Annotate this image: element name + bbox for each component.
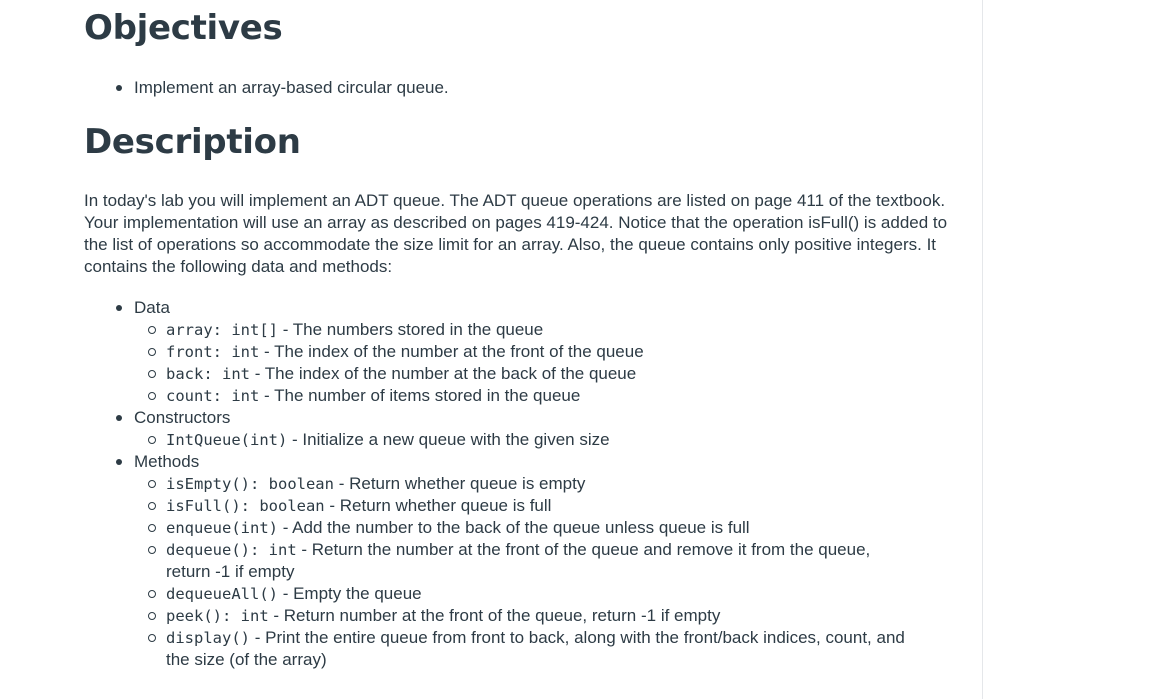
- methods-section: [116, 451, 916, 671]
- data-section: [116, 297, 916, 407]
- section-label: Data: [116, 297, 916, 319]
- data-items: [116, 319, 916, 407]
- code-span: count: int: [166, 387, 260, 405]
- code-span: isFull(): boolean: [166, 497, 325, 515]
- item-description: - Print the entire queue from front to back, along with the front/back indices, count, and the size (of the array): [166, 628, 905, 669]
- code-span: enqueue(int): [166, 519, 278, 537]
- objectives-list: [116, 77, 449, 99]
- constructor-items: [116, 429, 916, 451]
- code-span: back: int: [166, 365, 250, 383]
- list-item: [148, 627, 906, 671]
- item-description: - The index of the number at the front of the queue: [259, 342, 644, 361]
- list-item: [148, 495, 916, 517]
- item-description: - Initialize a new queue with the given size: [287, 430, 610, 449]
- list-item: [148, 385, 916, 407]
- list-item: [148, 605, 916, 627]
- item-description: - The index of the number at the back of the queue: [250, 364, 637, 383]
- item-description: - The numbers stored in the queue: [277, 320, 544, 339]
- section-label: Methods: [116, 451, 916, 473]
- code-span: peek(): int: [166, 607, 269, 625]
- list-item: [148, 539, 906, 583]
- objective-item: Implement an array-based circular queue.: [116, 77, 449, 99]
- objectives-heading: Objectives: [84, 8, 283, 48]
- method-items: [116, 473, 916, 671]
- list-item: [148, 429, 916, 451]
- list-item: [148, 583, 916, 605]
- item-description: - Return whether queue is full: [324, 496, 552, 515]
- item-description: - Return whether queue is empty: [333, 474, 586, 493]
- code-span: IntQueue(int): [166, 431, 288, 449]
- code-span: isEmpty(): boolean: [166, 475, 334, 493]
- code-span: display(): [166, 629, 250, 647]
- list-item: [148, 319, 916, 341]
- item-description: - Return the number at the front of the queue and remove it from the queue, return -1 if empty: [166, 540, 871, 581]
- code-span: front: int: [166, 343, 260, 361]
- list-item: [148, 363, 916, 385]
- sidebar-divider: [982, 0, 983, 699]
- list-item: [148, 517, 916, 539]
- item-description: - Empty the queue: [277, 584, 422, 603]
- description-paragraph: In today's lab you will implement an ADT queue. The ADT queue operations are listed on page 411 of the textbook. Your implementation will use an array as described on pages 419-424. Notice that the operation isFull() is added to the list of operations so accommodate the size limit for an array. Also, the queue contains only positive integers. It contains the following data and methods:: [84, 191, 948, 276]
- class-spec-list: [116, 297, 916, 671]
- section-label: Constructors: [116, 407, 916, 429]
- code-span: dequeueAll(): [166, 585, 278, 603]
- description-heading: Description: [84, 122, 301, 162]
- item-description: - The number of items stored in the queue: [259, 386, 581, 405]
- list-item: [148, 473, 916, 495]
- constructors-section: [116, 407, 916, 451]
- code-span: array: int[]: [166, 321, 278, 339]
- item-description: - Return number at the front of the queue, return -1 if empty: [268, 606, 721, 625]
- item-description: - Add the number to the back of the queue unless queue is full: [277, 518, 750, 537]
- list-item: [148, 341, 916, 363]
- code-span: dequeue(): int: [166, 541, 297, 559]
